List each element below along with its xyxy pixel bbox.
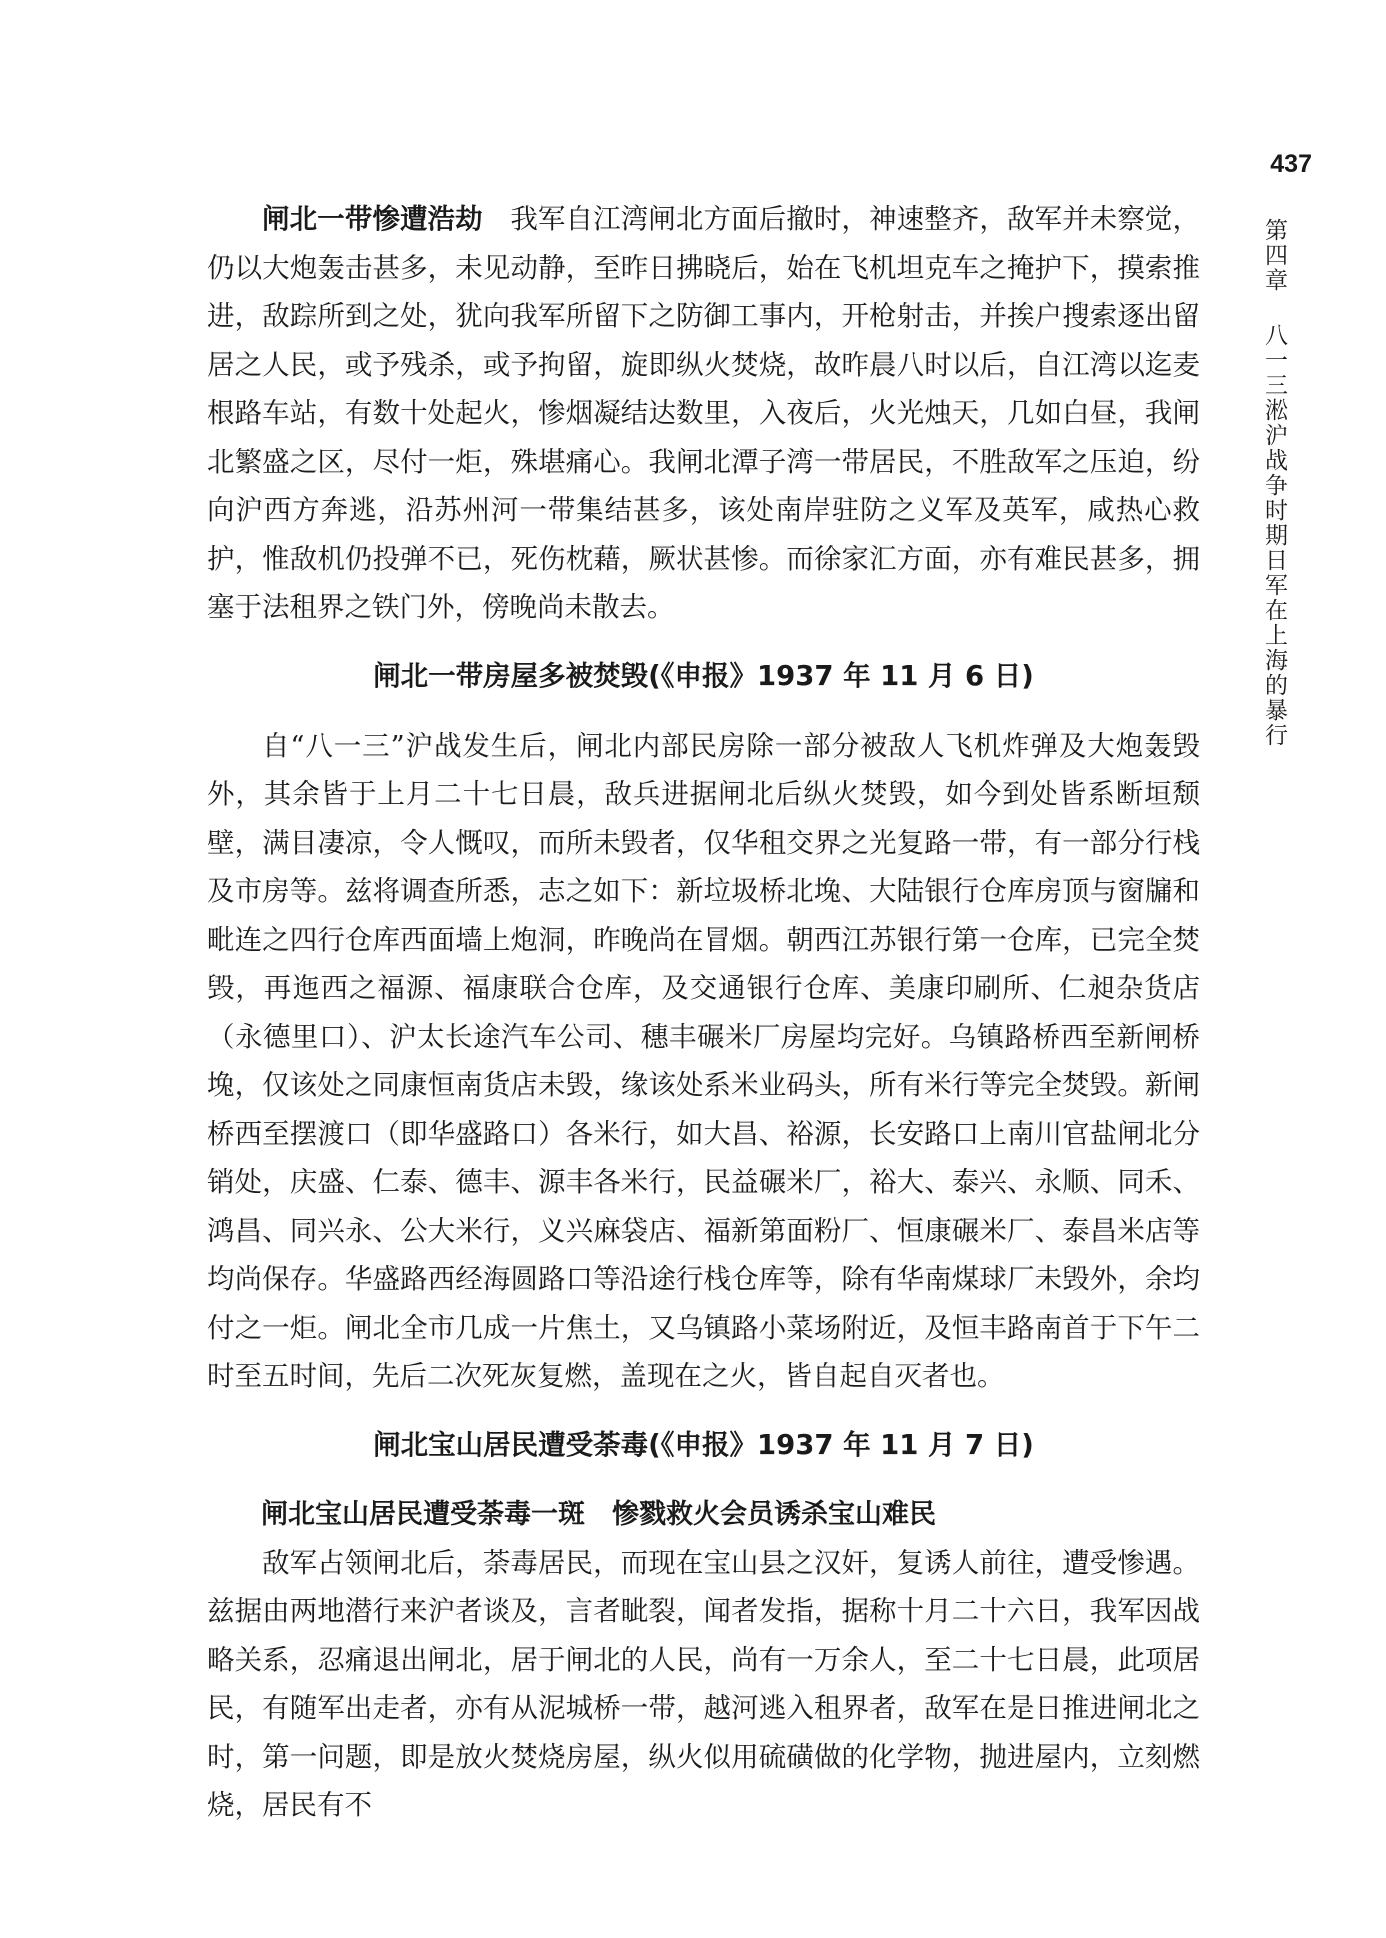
article-1-lead-heading: 闸北一带惨遭浩劫	[262, 203, 483, 235]
article-1-lead-gap	[483, 203, 511, 235]
running-head-title: 八一三淞沪战争时期日军在上海的暴行	[1261, 323, 1287, 748]
article-3-subheading: 闸北宝山居民遭受荼毒一斑 惨戮救火会员诱杀宝山难民	[261, 1498, 936, 1530]
article-1-paragraph	[207, 195, 1200, 632]
running-head	[1245, 218, 1287, 748]
article-2-body: 自“八一三”沪战发生后，闸北内部民房除一部分被敌人飞机炸弹及大炮轰毁外，其余皆于上月二十七日晨，敌兵进据闸北后纵火焚毁，如今到处皆系断垣颓壁，满目凄凉，令人慨叹，而所未毁者，仅华租交界之光复路一带，有一部分行栈及市房等。兹将调查所悉，志之如下：新垃圾桥北堍、大陆银行仓库房顶与窗牖和毗连之四行仓库西面墙上炮洞，昨晚尚在冒烟。朝西江苏银行第一仓库，已完全焚毁，再迤西之福源、福康联合仓库，及交通银行仓库、美康印刷所、仁昶杂货店（永德里口）、沪太长途汽车公司、穗丰碾米厂房屋均完好。乌镇路桥西至新闸桥堍，仅该处之同康恒南货店未毁，缘该处系米业码头，所有米行等完全焚毁。新闸桥西至摆渡口（即华盛路口）各米行，如大昌、裕源，长安路口上南川官盐闸北分销处，庆盛、仁泰、德丰、源丰各米行，民益碾米厂，裕大、泰兴、永顺、同禾、鸿昌、同兴永、公大米行，义兴麻袋店、福新第面粉厂、恒康碾米厂、泰昌米店等均尚保存。华盛路西经海圆路口等沿途行栈仓库等，除有华南煤球厂未毁外，余均付之一炬。闸北全市几成一片焦土，又乌镇路小菜场附近，及恒丰路南首于下午二时至五时间，先后二次死灰复燃，盖现在之火，皆自起自灭者也。	[207, 729, 1200, 1392]
article-3-body: 敌军占领闸北后，荼毒居民，而现在宝山县之汉奸，复诱人前往，遭受惨遇。兹据由两地潜行来沪者谈及，言者眦裂，闻者发指，据称十月二十六日，我军因战略关系，忍痛退出闸北，居于闸北的人民，尚有一万余人，至二十七日晨，此项居民，有随军出走者，亦有从泥城桥一带，越河逃入租界者，敌军在是日推进闸北之时，第一问题，即是放火焚烧房屋，纵火似用硫磺做的化学物，抛进屋内，立刻燃烧，居民有不	[207, 1546, 1200, 1821]
page-content	[207, 195, 1200, 1830]
page-number: 437	[1270, 150, 1312, 178]
article-3-title: 闸北宝山居民遭受荼毒(《申报》1937 年 11 月 7 日)	[373, 1428, 1034, 1461]
article-1-body: 我军自江湾闸北方面后撤时，神速整齐，敌军并未察觉，仍以大炮轰击甚多，未见动静，至昨日拂晓后，始在飞机坦克车之掩护下，摸索推进，敌踪所到之处，犹向我军所留下之防御工事内，开枪射击，并挨户搜索逐出留居之人民，或予残杀，或予拘留，旋即纵火焚烧，故昨晨八时以后，自江湾以迄麦根路车站，有数十处起火，惨烟凝结达数里，入夜后，火光烛天，几如白昼，我闸北繁盛之区，尽付一炬，殊堪痛心。我闸北潭子湾一带居民，不胜敌军之压迫，纷向沪西方奔逃，沿苏州河一带集结甚多，该处南岸驻防之义军及英军，咸热心救护，惟敌机仍投弹不已，死伤枕藉，厥状甚惨。而徐家汇方面，亦有难民甚多，拥塞于法租界之铁门外，傍晚尚未散去。	[207, 203, 1201, 623]
article-2-title: 闸北一带房屋多被焚毁(《申报》1937 年 11 月 6 日)	[373, 659, 1034, 692]
running-head-chapter: 第四章	[1261, 218, 1287, 293]
